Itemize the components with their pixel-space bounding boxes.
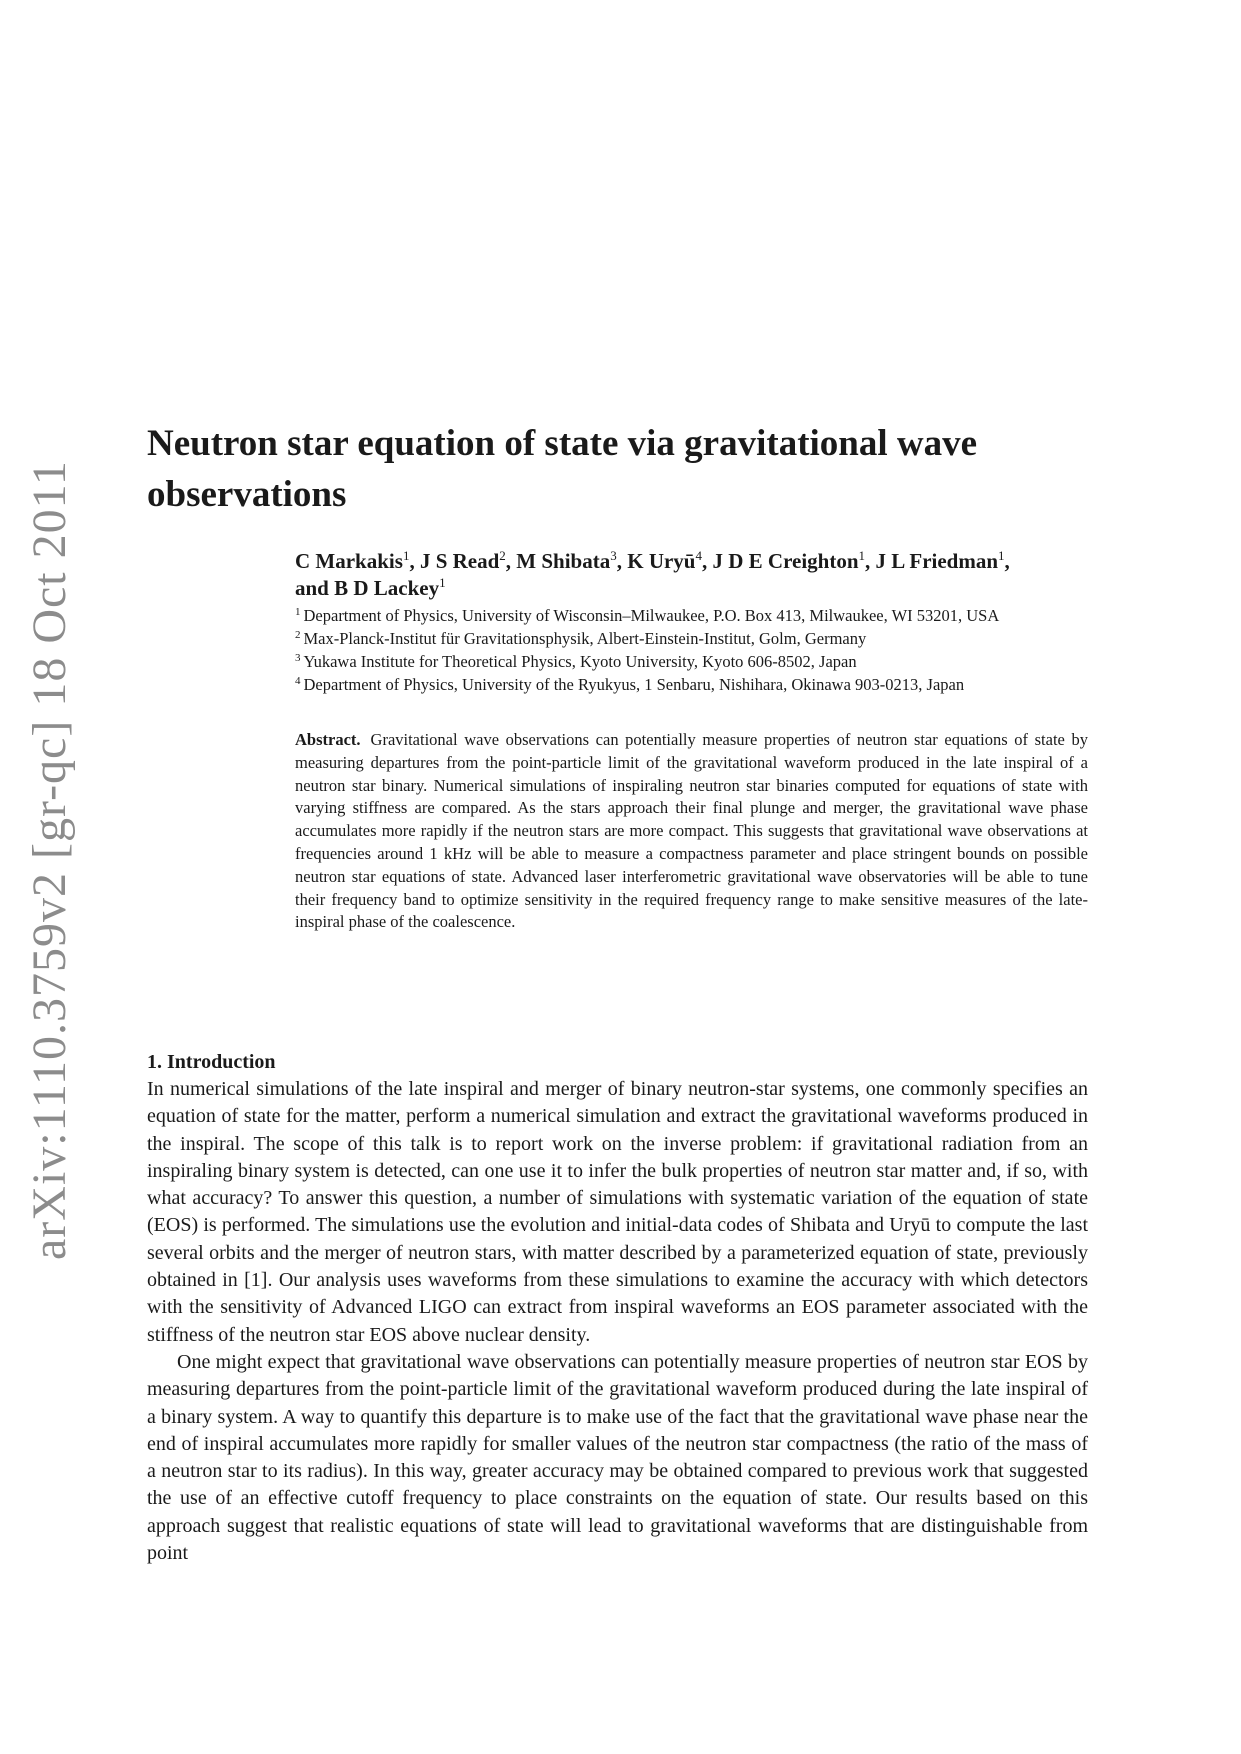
abstract (295, 729, 1088, 934)
author: J D E Creighton$^1$, (712, 548, 876, 573)
affiliation: $^4$ Department of Physics, University of the Ryukyus, 1 Senbaru, Nishihara, Okinawa 903-0213, Japan (295, 675, 965, 694)
paragraph: In numerical simulations of the late inspiral and merger of binary neutron-star systems, one commonly specifies an equation of state for the matter, perform a numerical simulation and extract the gravitational waveforms produced in the inspiral. The scope of this talk is to report work on the inverse problem: if gravitational radiation from an inspiraling binary system is detected, can one use it to infer the bulk properties of neutron star matter and, if so, with what accuracy? To answer this question, a number of simulations with systematic variation of the equation of state (EOS) is performed. The simulations use the evolution and initial-data codes of Shibata and Uryū to compute the last several orbits and the merger of neutron stars, with matter described by a parameterized equation of state, previously obtained in [1]. Our analysis uses waveforms from these simulations to examine the accuracy with which detectors with the sensitivity of Advanced LIGO can extract from inspiral waveforms an EOS parameter associated with the stiffness of the neutron star EOS above nuclear density. (147, 1078, 1088, 1346)
author: J S Read$^2$, (419, 548, 517, 573)
author: M Shibata$^3$, (516, 548, 628, 573)
author: C Markakis$^1$, (295, 548, 420, 573)
author-list (295, 548, 1100, 602)
affiliation: $^2$ Max-Planck-Institut für Gravitationsphysik, Albert-Einstein-Institut, Golm, Germany (295, 629, 867, 648)
author: J L Friedman$^1$, (875, 548, 1010, 573)
section-body (147, 1076, 1088, 1567)
author: and B D Lackey$^1$ (295, 575, 446, 600)
affiliation: $^3$ Yukawa Institute for Theoretical Physics, Kyoto University, Kyoto 606-8502, Japan (295, 652, 857, 671)
arxiv-identifier: arXiv:1110.3759v2 [gr-qc] 18 Oct 2011 (23, 460, 76, 1260)
abstract-text: Gravitational wave observations can potentially measure properties of neutron star equations of state by measuring departures from the point-particle limit of the gravitational waveform produced in the late inspiral of a neutron star binary. Numerical simulations of inspiraling neutron star binaries computed for equations of state with varying stiffness are compared. As the stars approach their final plunge and merger, the gravitational wave phase accumulates more rapidly if the neutron stars are more compact. This suggests that gravitational wave observations at frequencies around 1 kHz will be able to measure a compactness parameter and place stringent bounds on possible neutron star equations of state. Advanced laser interferometric gravitational wave observatories will be able to tune their frequency band to optimize sensitivity in the required frequency range to make sensitive measures of the late-inspiral phase of the coalescence. (295, 730, 1088, 932)
paper-title: Neutron star equation of state via gravitational wave observations (147, 423, 978, 515)
affiliation-list (295, 604, 1115, 696)
author: K Uryū$^4$, (627, 548, 713, 573)
paragraph: One might expect that gravitational wave observations can potentially measure properties of neutron star EOS by measuring departures from the point-particle limit of the gravitational waveform produced during the late inspiral of a binary system. A way to quantify this departure is to make use of the fact that the gravitational wave phase near the end of inspiral accumulates more rapidly for smaller values of the neutron star compactness (the ratio of the mass of a neutron star to its radius). In this way, greater accuracy may be obtained compared to previous work that suggested the use of an effective cutoff frequency to place constraints on the equation of state. Our results based on this approach suggest that realistic equations of state will lead to gravitational waveforms that are distinguishable from point (147, 1350, 1088, 1565)
section-heading: 1. Introduction (147, 1051, 276, 1073)
affiliation: $^1$ Department of Physics, University of Wisconsin–Milwaukee, P.O. Box 413, Milwaukee, WI 53201, USA (295, 606, 1000, 625)
abstract-label: Abstract. (295, 730, 361, 749)
